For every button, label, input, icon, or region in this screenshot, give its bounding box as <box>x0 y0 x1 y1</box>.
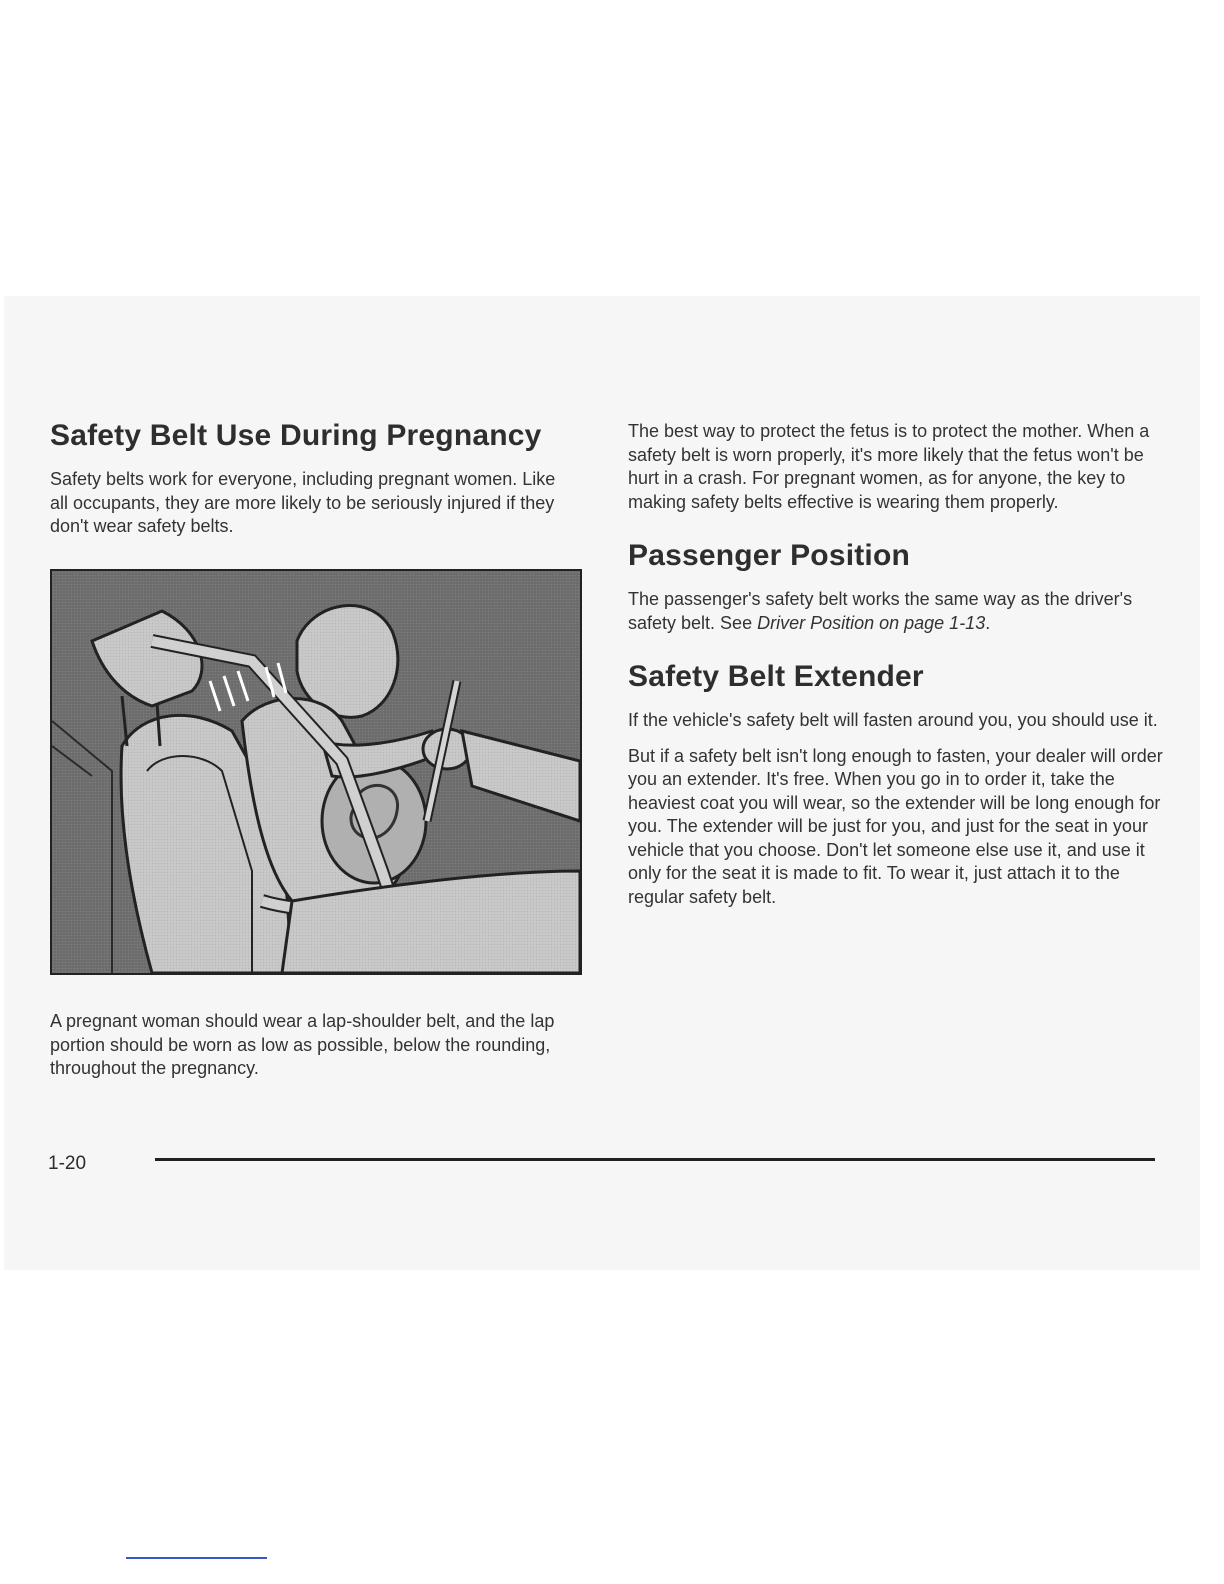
passenger-text-end: . <box>985 612 991 633</box>
section-title-passenger-position: Passenger Position <box>628 539 911 572</box>
extender-paragraph-1: If the vehicle's safety belt will fasten around you, you should use it. <box>628 710 1158 730</box>
illustration-caption: A pregnant woman should wear a lap-shoulder belt, and the lap portion should be worn as low as possible, below the rounding, throughout the pregnancy. <box>50 1011 555 1078</box>
protect-fetus-text: The best way to protect the fetus is to protect the mother. When a safety belt is worn properly, it's more likely that the fetus won't be hurt in a crash. For pregnant women, as for anyone, the key to making safety belts effective is wearing them properly. <box>628 421 1150 512</box>
footer-rule <box>155 1158 1155 1161</box>
pregnancy-intro-text: Safety belts work for everyone, including pregnant women. Like all occupants, they are more likely to be seriously injured if they don't wear safety belts. <box>50 469 556 536</box>
driver-position-reference: Driver Position on page 1-13 <box>757 612 986 633</box>
extender-paragraph-2: But if a safety belt isn't long enough to fasten, your dealer will order you an extender. It's free. When you go in to order it, take the heaviest coat you will wear, so the extender will be long enough for you. The extender will be just for you, and just for the seat in your vehicle that you choose. Don't let someone else use it, and use it only for the seat it is made to fit. To wear it, just attach it to the regular safety belt. <box>628 745 1163 907</box>
pregnant-woman-seatbelt-illustration <box>50 569 582 975</box>
passenger-position-text <box>628 588 1168 635</box>
right-column <box>628 420 1168 909</box>
section-title-pregnancy: Safety Belt Use During Pregnancy <box>50 419 542 452</box>
passenger-text-lead: The passenger's safety belt works the same way as the driver's safety belt. See <box>628 589 1133 633</box>
left-column <box>50 418 585 539</box>
page-number: 1-20 <box>48 1153 87 1174</box>
bottom-underline-mark <box>126 1557 267 1559</box>
section-title-belt-extender: Safety Belt Extender <box>628 660 924 693</box>
